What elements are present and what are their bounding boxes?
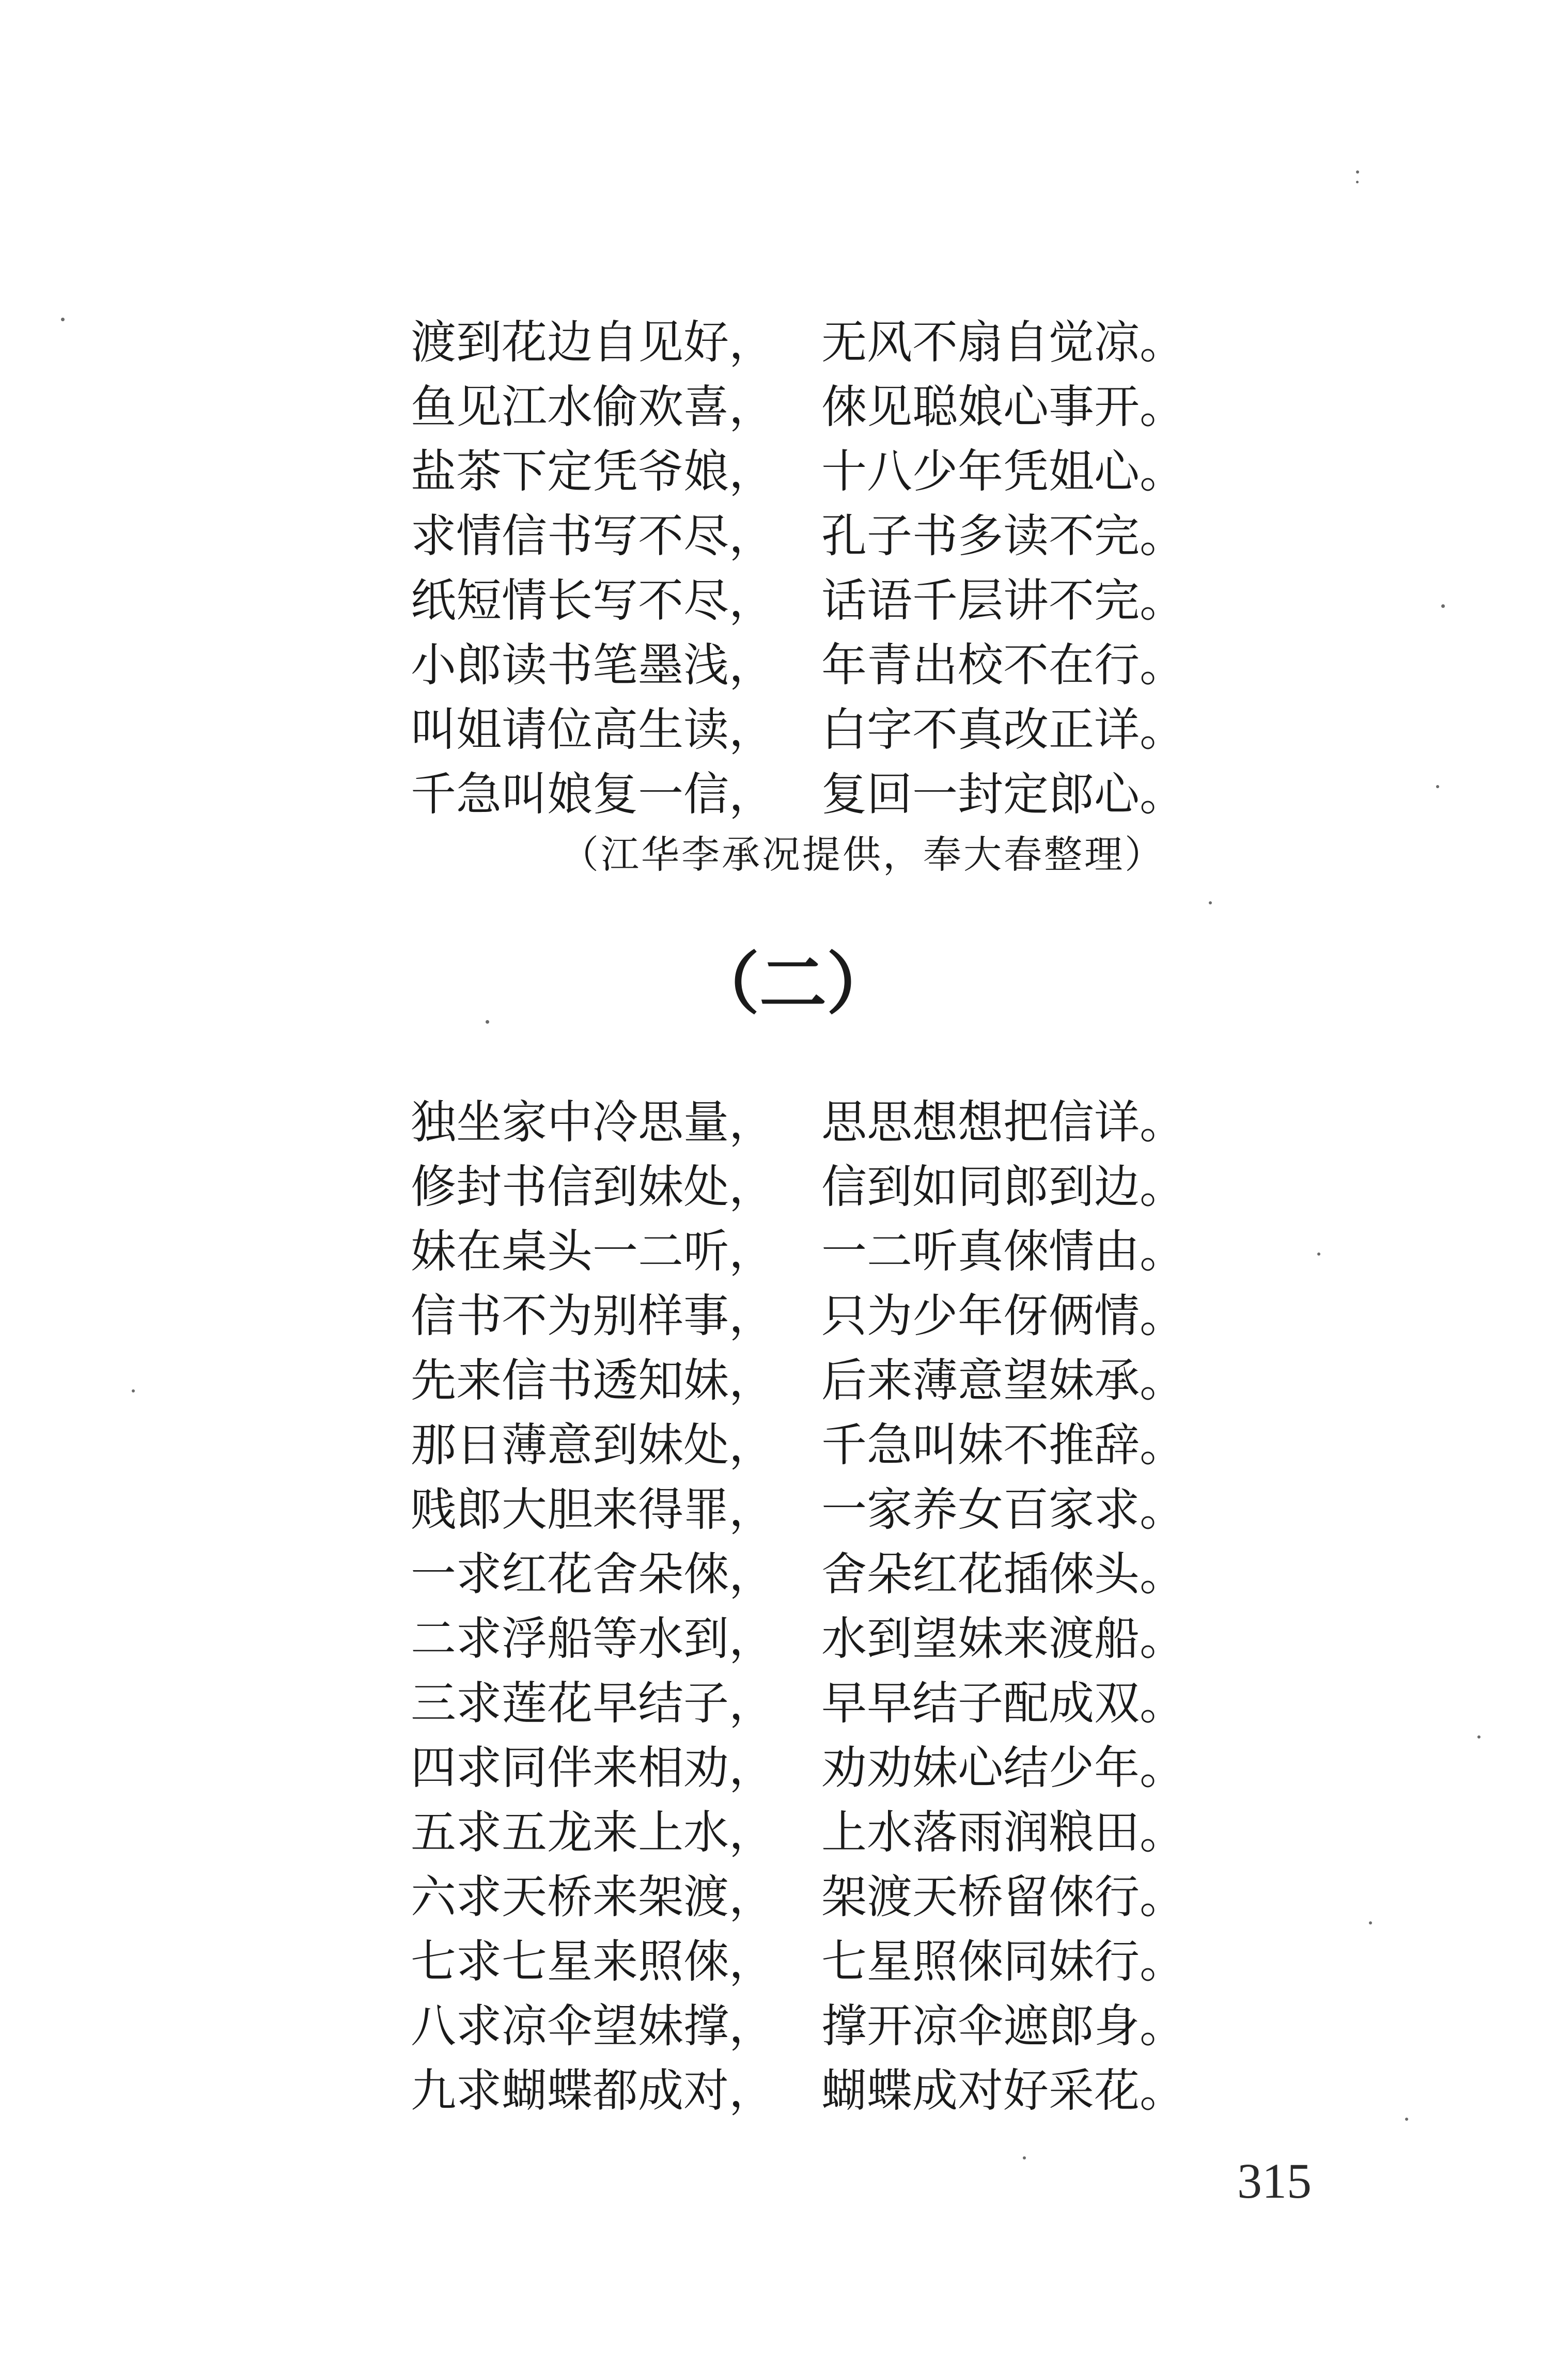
verse-right: 年青出校不在行。 [821, 638, 1186, 692]
verse-line [411, 374, 1186, 439]
verse-left: 一求红花舍朵倈， [411, 1547, 775, 1601]
verse-left: 贱郎大胆来得罪， [411, 1483, 775, 1536]
verse-line [411, 1542, 1186, 1606]
scan-speck [1356, 170, 1359, 174]
verse-right: 思思想想把信详。 [821, 1095, 1186, 1149]
section-heading: （二） [692, 945, 894, 1023]
verse-right: 水到望妹来渡船。 [821, 1612, 1186, 1665]
scan-speck [1405, 2118, 1408, 2121]
verse-left: 三求莲花早结子， [411, 1677, 775, 1730]
scan-speck [61, 318, 65, 321]
verse-right: 一家养女百家求。 [821, 1483, 1186, 1536]
verse-left: 千急叫娘复一信， [411, 768, 775, 821]
scan-speck [1023, 2156, 1026, 2159]
scan-speck [1209, 901, 1212, 904]
verse-right: 一二听真倈情由。 [821, 1225, 1186, 1278]
verse-line [411, 1994, 1186, 2058]
verse-left: 渡到花边自见好， [411, 316, 775, 369]
verse-right: 舍朵红花插倈头。 [821, 1547, 1186, 1601]
verse-right: 七星照倈同妹行。 [821, 1935, 1186, 1988]
verse-right: 复回一封定郎心。 [821, 768, 1186, 821]
verse-right: 孔子书多读不完。 [821, 509, 1186, 562]
scan-speck [1477, 1735, 1480, 1739]
poem-section-2 [411, 1090, 1186, 2123]
verse-left: 四求同伴来相劝， [411, 1741, 775, 1794]
verse-left: 那日薄意到妹处， [411, 1418, 775, 1471]
verse-left: 二求浮船等水到， [411, 1612, 775, 1665]
verse-line [411, 633, 1186, 697]
verse-right: 后来薄意望妹承。 [821, 1354, 1186, 1407]
verse-right: 白字不真改正详。 [821, 703, 1186, 756]
verse-left: 纸短情长写不尽， [411, 574, 775, 627]
verse-right: 蝴蝶成对好采花。 [821, 2064, 1186, 2117]
verse-right: 撑开凉伞遮郎身。 [821, 1999, 1186, 2053]
verse-right: 信到如同郎到边。 [821, 1160, 1186, 1213]
verse-line [411, 1154, 1186, 1219]
attribution-credit: （江华李承况提供，奉大春整理） [560, 833, 1165, 877]
verse-left: 小郎读书笔墨浅， [411, 638, 775, 692]
verse-line [411, 310, 1186, 374]
verse-right: 十八少年凭姐心。 [821, 445, 1186, 498]
verse-left: 八求凉伞望妹撑， [411, 1999, 775, 2053]
scan-speck [486, 1020, 489, 1024]
verse-right: 早早结子配成双。 [821, 1677, 1186, 1730]
verse-line [411, 504, 1186, 568]
verse-right: 劝劝妹心结少年。 [821, 1741, 1186, 1794]
verse-line [411, 1348, 1186, 1413]
verse-right: 只为少年伢俩情。 [821, 1289, 1186, 1342]
verse-line [411, 762, 1186, 826]
verse-right: 千急叫妹不推辞。 [821, 1418, 1186, 1471]
verse-line [411, 1800, 1186, 1865]
verse-line [411, 1865, 1186, 1929]
verse-line [411, 1606, 1186, 1671]
poem-section-1 [411, 310, 1186, 826]
verse-line [411, 1671, 1186, 1735]
verse-left: 修封书信到妹处， [411, 1160, 775, 1213]
scan-speck [1436, 785, 1439, 788]
verse-left: 独坐家中冷思量， [411, 1095, 775, 1149]
verse-line [411, 1219, 1186, 1283]
scan-speck [1356, 181, 1359, 183]
scan-speck [1317, 1252, 1320, 1256]
verse-left: 六求天桥来架渡， [411, 1870, 775, 1923]
scan-speck [1441, 604, 1445, 608]
verse-left: 信书不为别样事， [411, 1289, 775, 1342]
scan-speck [132, 1389, 135, 1392]
verse-right: 无风不扇自觉凉。 [821, 316, 1186, 369]
verse-left: 妹在桌头一二听， [411, 1225, 775, 1278]
verse-line [411, 1283, 1186, 1348]
verse-line [411, 568, 1186, 633]
verse-left: 求情信书写不尽， [411, 509, 775, 562]
verse-line [411, 697, 1186, 762]
verse-line [411, 1477, 1186, 1542]
page-number: 315 [1237, 2153, 1312, 2209]
verse-right: 话语千层讲不完。 [821, 574, 1186, 627]
verse-left: 先来信书透知妹， [411, 1354, 775, 1407]
verse-left: 五求五龙来上水， [411, 1806, 775, 1859]
verse-line [411, 2058, 1186, 2123]
verse-line [411, 439, 1186, 504]
verse-right: 倈见聪娘心事开。 [821, 380, 1186, 433]
verse-left: 叫姐请位高生读， [411, 703, 775, 756]
verse-left: 鱼见江水偷欢喜， [411, 380, 775, 433]
verse-left: 盐茶下定凭爷娘， [411, 445, 775, 498]
scan-speck [1369, 1921, 1372, 1924]
verse-line [411, 1929, 1186, 1994]
verse-line [411, 1413, 1186, 1477]
verse-right: 架渡天桥留倈行。 [821, 1870, 1186, 1923]
verse-right: 上水落雨润粮田。 [821, 1806, 1186, 1859]
verse-left: 九求蝴蝶都成对， [411, 2064, 775, 2117]
verse-line [411, 1090, 1186, 1154]
verse-left: 七求七星来照倈， [411, 1935, 775, 1988]
verse-line [411, 1735, 1186, 1800]
